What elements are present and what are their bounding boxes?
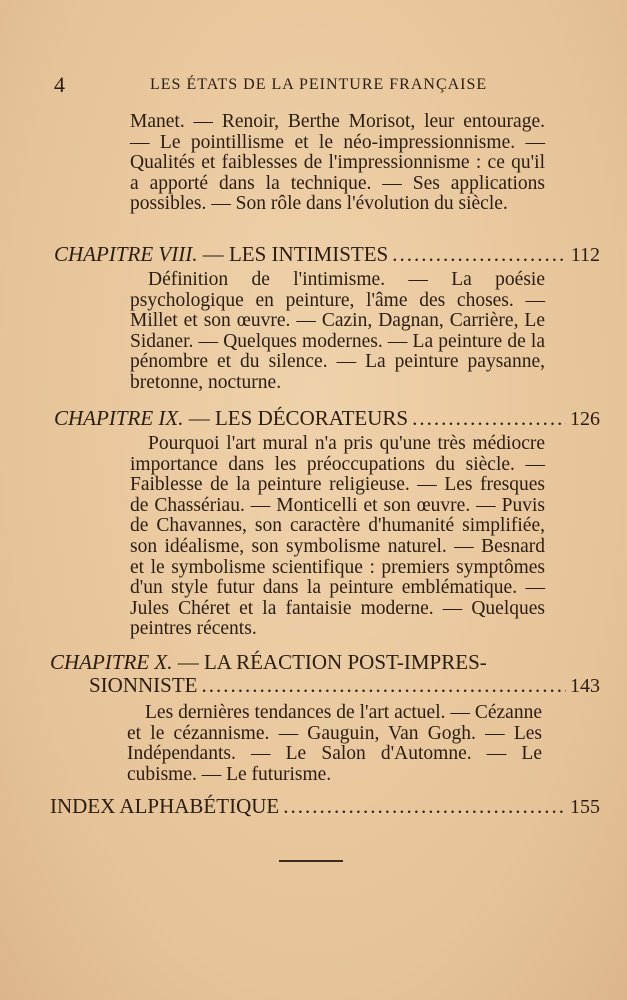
running-title: LES ÉTATS DE LA PEINTURE FRANÇAISE bbox=[150, 76, 488, 93]
index-page: 155 bbox=[570, 796, 600, 818]
toc-entry-chapter-9[interactable] bbox=[54, 406, 600, 431]
chapter-9-page: 126 bbox=[570, 408, 600, 430]
chapter-9-title: — LES DÉCORATEURS bbox=[183, 406, 409, 430]
chapter-9-summary: Pourquoi l'art mural n'a pris qu'une très médiocre importance dans les préoccupations du siècle. — Faiblesse de la peinture religieuse. — Les fresques de Chassériau. — Monticelli et son œuvre. — Puvis de Chavannes, son caractère d'humanité simplifiée, son idéalisme, son symbolisme naturel. — Besnard et le symbolisme scientifique : premiers symptômes d'un style futur dans la peinture emblématique. — Jules Chéret et la fantaisie moderne. — Quelques peintres récents. bbox=[130, 433, 545, 640]
chapter-8-page: 112 bbox=[570, 244, 600, 266]
chapter-10-page: 143 bbox=[570, 675, 600, 697]
chapter-9-summary-block bbox=[130, 434, 545, 640]
intro-paragraph: Manet. — Renoir, Berthe Morisot, leur entourage. — Le pointillisme et le néo-impressionnisme. — Qualités et faiblesses de l'impressionnisme : ce qu'il a apporté dans la technique. — Ses applications possibles. — Son rôle dans l'évolution du siècle. bbox=[130, 111, 545, 215]
toc-entry-chapter-10-line1[interactable] bbox=[50, 650, 545, 675]
closing-rule bbox=[279, 860, 343, 862]
leader-dots bbox=[283, 794, 566, 819]
leader-dots bbox=[392, 242, 567, 267]
chapter-10-heading bbox=[50, 650, 487, 675]
toc-entry-chapter-10-line2[interactable] bbox=[89, 673, 600, 698]
index-label: INDEX ALPHABÉTIQUE bbox=[50, 794, 280, 818]
chapter-10-title-line1: — LA RÉACTION POST-IMPRES- bbox=[172, 650, 487, 674]
chapter-8-summary-block bbox=[130, 270, 545, 394]
leader-dots bbox=[412, 406, 566, 431]
chapter-8-summary: Définition de l'intimisme. — La poésie psychologique en peinture, l'âme des choses. — Millet et son œuvre. — Cazin, Dagnan, Carrière, Le Sidaner. — Quelques modernes. — La peinture de la pénombre et du silence. — La peinture paysanne, bretonne, nocturne. bbox=[130, 269, 545, 393]
chapter-8-title: — LES INTIMISTES bbox=[197, 242, 389, 266]
chapter-10-label: CHAPITRE X. bbox=[50, 650, 173, 674]
chapter-9-heading bbox=[54, 406, 408, 431]
page-number: 4 bbox=[54, 72, 65, 97]
chapter-8-heading bbox=[54, 242, 388, 267]
intro-paragraph-block bbox=[130, 112, 545, 215]
toc-entry-chapter-8[interactable] bbox=[54, 242, 600, 267]
leader-dots bbox=[202, 673, 567, 698]
toc-entry-index[interactable] bbox=[50, 794, 600, 819]
chapter-8-label: CHAPITRE VIII. bbox=[54, 242, 198, 266]
chapter-9-label: CHAPITRE IX. bbox=[54, 406, 184, 430]
chapter-10-summary: Les dernières tendances de l'art actuel. — Cézanne et le cézannisme. — Gauguin, Van Gogh. — Les Indépendants. — Le Salon d'Automne. — Le cubisme. — Le futurisme. bbox=[127, 702, 542, 785]
chapter-10-summary-block bbox=[127, 703, 542, 785]
chapter-10-title-line2: SIONNISTE bbox=[89, 673, 198, 697]
